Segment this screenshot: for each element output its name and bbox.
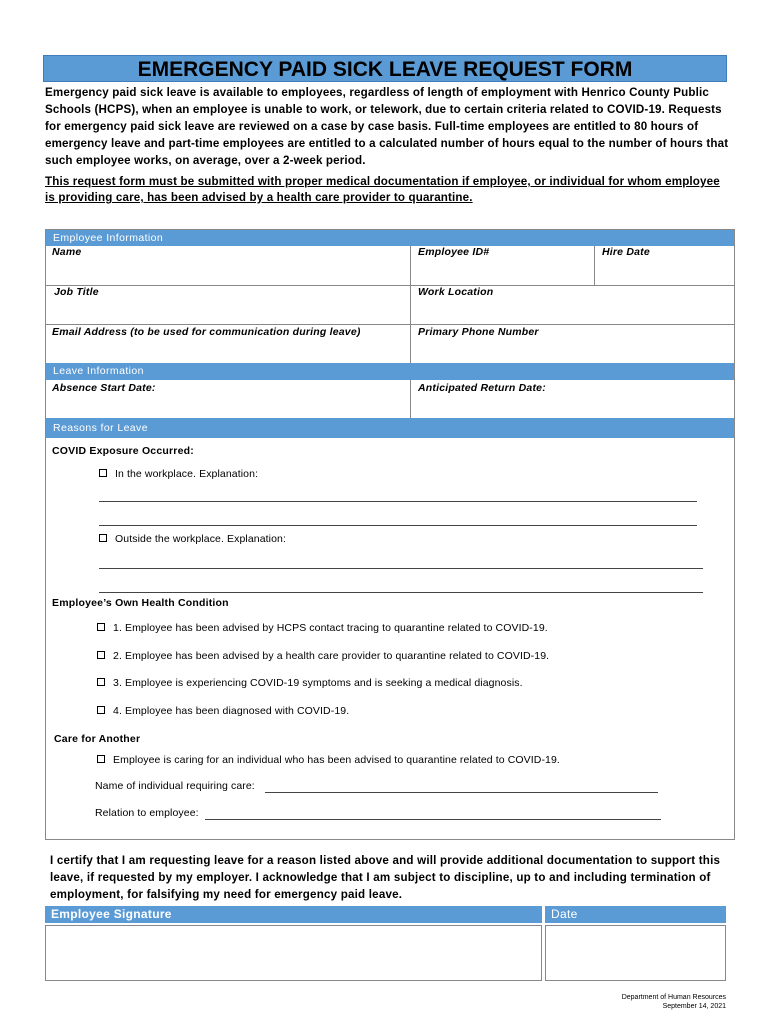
- care-name-line[interactable]: [265, 792, 658, 793]
- health-option-1[interactable]: [97, 622, 548, 634]
- care-name-label: Name of individual requiring care:: [95, 780, 255, 792]
- outside-explanation-line-1[interactable]: [99, 568, 703, 569]
- workplace-option-label: In the workplace. Explanation:: [115, 468, 259, 480]
- job-title-field[interactable]: [48, 284, 105, 300]
- phone-label: Primary Phone Number: [418, 326, 539, 338]
- column-divider: [410, 246, 411, 363]
- hire-date-field[interactable]: [596, 244, 656, 260]
- checkbox-icon[interactable]: [97, 755, 105, 763]
- health-option-2[interactable]: [97, 650, 549, 662]
- checkbox-icon[interactable]: [99, 469, 107, 477]
- employee-id-field[interactable]: [412, 244, 495, 260]
- name-field[interactable]: [46, 244, 87, 260]
- health-heading: Employee’s Own Health Condition: [52, 597, 229, 609]
- health-option-label: 2. Employee has been advised by a health care provider to quarantine related to COVID-19.: [113, 650, 550, 662]
- documentation-notice: This request form must be submitted with proper medical documentation if employee, or individual for whom employee is providing care, has been advised by a health care provider to quarantine.: [45, 175, 720, 204]
- column-divider: [594, 246, 595, 286]
- workplace-explanation-line-1[interactable]: [99, 501, 697, 502]
- email-field[interactable]: [46, 324, 367, 340]
- health-option-label: 3. Employee is experiencing COVID-19 symptoms and is seeking a medical diagnosis.: [113, 677, 523, 689]
- checkbox-icon[interactable]: [97, 678, 105, 686]
- date-box[interactable]: [545, 925, 726, 981]
- workplace-explanation-line-2[interactable]: [99, 525, 697, 526]
- checkbox-icon[interactable]: [97, 706, 105, 714]
- employee-id-label: Employee ID#: [418, 246, 490, 258]
- relation-line[interactable]: [205, 819, 661, 820]
- health-option-3[interactable]: [97, 677, 523, 689]
- exposure-heading: COVID Exposure Occurred:: [52, 445, 194, 457]
- health-option-4[interactable]: [97, 705, 349, 717]
- checkbox-icon[interactable]: [97, 651, 105, 659]
- signature-header: Employee Signature: [45, 906, 542, 923]
- reasons-header: Reasons for Leave: [46, 418, 734, 438]
- care-option-label: Employee is caring for an individual who has been advised to quarantine related to COVID-19.: [113, 754, 560, 766]
- return-date-field[interactable]: [412, 380, 552, 396]
- hire-date-label: Hire Date: [602, 246, 650, 258]
- checkbox-icon[interactable]: [97, 623, 105, 631]
- name-label: Name: [52, 246, 82, 258]
- health-option-label: 4. Employee has been diagnosed with COVID-19.: [113, 705, 350, 717]
- outside-explanation-line-2[interactable]: [99, 592, 703, 593]
- outside-option-label: Outside the workplace. Explanation:: [115, 533, 287, 545]
- work-location-label: Work Location: [418, 286, 494, 298]
- job-title-label: Job Title: [54, 286, 99, 298]
- workplace-option[interactable]: [99, 468, 258, 480]
- return-date-label: Anticipated Return Date:: [418, 382, 546, 394]
- leave-info-header: Leave Information: [46, 363, 734, 380]
- signature-box[interactable]: [45, 925, 542, 981]
- certification-statement: I certify that I am requesting leave for a reason listed above and will provide additional documentation to support this leave, if requested by my employer. I acknowledge that I am subject to discipline, up to and including termination of employment, for falsifying my need for emergency paid leave.: [50, 854, 721, 901]
- work-location-field[interactable]: [412, 284, 499, 300]
- phone-field[interactable]: [412, 324, 545, 340]
- footer-department: Department of Human Resources: [621, 994, 726, 1001]
- absence-start-label: Absence Start Date:: [52, 382, 156, 394]
- email-label: Email Address (to be used for communication during leave): [52, 326, 361, 338]
- health-option-label: 1. Employee has been advised by HCPS contact tracing to quarantine related to COVID-19.: [113, 622, 548, 634]
- date-header: Date: [545, 906, 726, 923]
- employee-info-header: Employee Information: [46, 230, 734, 246]
- relation-label: Relation to employee:: [95, 807, 199, 819]
- checkbox-icon[interactable]: [99, 534, 107, 542]
- footer-date: September 14, 2021: [662, 1003, 726, 1010]
- care-option[interactable]: [97, 754, 560, 766]
- intro-paragraph: Emergency paid sick leave is available to employees, regardless of length of employment with Henrico County Public Schools (HCPS), when an employee is unable to work, or telework, due to certain criteria related to COVID-19. Requests for emergency paid sick leave are reviewed on a case by case basis. Full-time employees are entitled to 80 hours of emergency leave and part-time employees are entitled to a calculated number of hours equal to the number of hours that such employee works, on average, over a 2-week period.: [45, 86, 729, 167]
- row-divider: [46, 285, 734, 286]
- footer: [622, 993, 726, 1011]
- outside-option[interactable]: [99, 533, 286, 545]
- form-title: EMERGENCY PAID SICK LEAVE REQUEST FORM: [43, 55, 727, 82]
- absence-start-field[interactable]: [46, 380, 162, 396]
- care-heading: Care for Another: [54, 733, 141, 745]
- column-divider: [410, 380, 411, 418]
